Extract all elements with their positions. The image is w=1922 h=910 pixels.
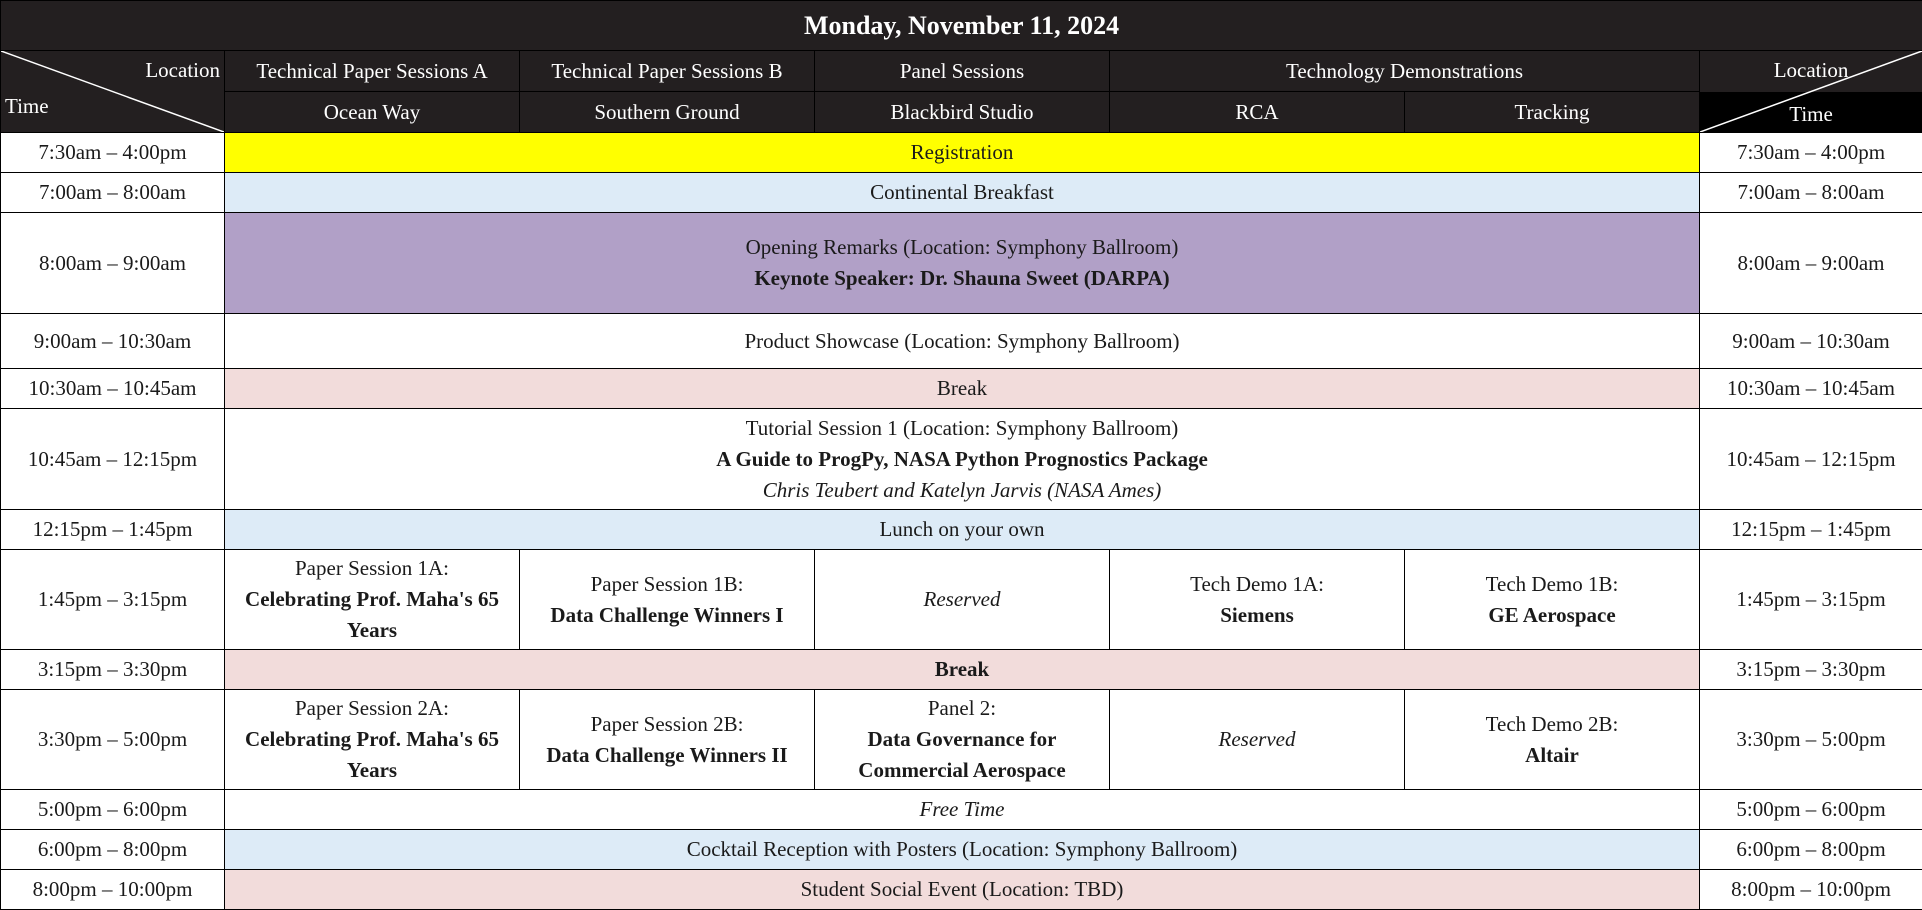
break-cell: Break [225,650,1700,690]
reserved-cell: Reserved [1110,690,1405,790]
track-header: Technical Paper Sessions B [520,51,815,92]
cocktail-reception-cell: Cocktail Reception with Posters (Location: Symphony Ballroom) [225,830,1700,870]
tutorial-title: Tutorial Session 1 (Location: Symphony Ballroom) [229,413,1695,444]
breakfast-cell: Continental Breakfast [225,173,1700,213]
time-cell: 1:45pm – 3:15pm [1,550,225,650]
session-title: Siemens [1114,600,1400,631]
time-cell: 6:00pm – 8:00pm [1700,830,1922,870]
corner-time-label: Time [1704,99,1918,130]
corner-time-label: Time [5,91,49,122]
corner-location-label: Location [145,55,220,86]
time-cell: 10:45am – 12:15pm [1,409,225,510]
session-title: Celebrating Prof. Maha's 65 Years [229,584,515,646]
time-cell: 1:45pm – 3:15pm [1700,550,1922,650]
session-label: Tech Demo 2B: [1409,709,1695,740]
session-title: Altair [1409,740,1695,771]
free-time-cell: Free Time [225,790,1700,830]
time-cell: 8:00pm – 10:00pm [1,870,225,910]
session-label: Tech Demo 1A: [1114,569,1400,600]
session-cell [225,550,520,650]
student-social-cell: Student Social Event (Location: TBD) [225,870,1700,910]
registration-cell: Registration [225,133,1700,173]
session-title: Data Governance for Commercial Aerospace [819,724,1105,786]
time-cell: 5:00pm – 6:00pm [1,790,225,830]
session-cell [225,690,520,790]
time-cell: 5:00pm – 6:00pm [1700,790,1922,830]
time-cell: 8:00pm – 10:00pm [1700,870,1922,910]
page-title: Monday, November 11, 2024 [1,1,1922,51]
session-label: Paper Session 1B: [524,569,810,600]
lunch-cell: Lunch on your own [225,510,1700,550]
session-cell [1110,550,1405,650]
time-cell: 7:30am – 4:00pm [1700,133,1922,173]
corner-header-left [1,51,225,133]
room-header: RCA [1110,92,1405,133]
session-label: Paper Session 2B: [524,709,810,740]
time-cell: 12:15pm – 1:45pm [1,510,225,550]
time-cell: 9:00am – 10:30am [1700,314,1922,369]
break-cell: Break [225,369,1700,409]
track-header: Technical Paper Sessions A [225,51,520,92]
time-cell: 3:15pm – 3:30pm [1700,650,1922,690]
session-cell [520,690,815,790]
room-header: Southern Ground [520,92,815,133]
room-header: Blackbird Studio [815,92,1110,133]
time-cell: 8:00am – 9:00am [1700,213,1922,314]
session-cell [1405,690,1700,790]
track-header: Panel Sessions [815,51,1110,92]
session-cell [815,690,1110,790]
track-header: Technology Demonstrations [1110,51,1700,92]
corner-header-right [1700,51,1922,133]
session-title: GE Aerospace [1409,600,1695,631]
time-cell: 7:00am – 8:00am [1,173,225,213]
time-cell: 3:30pm – 5:00pm [1,690,225,790]
time-cell: 7:00am – 8:00am [1700,173,1922,213]
reserved-cell: Reserved [815,550,1110,650]
session-cell [1405,550,1700,650]
room-header: Tracking [1405,92,1700,133]
session-label: Tech Demo 1B: [1409,569,1695,600]
time-cell: 12:15pm – 1:45pm [1700,510,1922,550]
session-cell [520,550,815,650]
product-showcase-cell: Product Showcase (Location: Symphony Ballroom) [225,314,1700,369]
tutorial-cell [225,409,1700,510]
session-label: Paper Session 1A: [229,553,515,584]
session-label: Panel 2: [819,693,1105,724]
tutorial-topic: A Guide to ProgPy, NASA Python Prognostics Package [229,444,1695,475]
session-title: Data Challenge Winners II [524,740,810,771]
tutorial-presenters: Chris Teubert and Katelyn Jarvis (NASA Ames) [229,475,1695,506]
keynote-cell [225,213,1700,314]
session-title: Data Challenge Winners I [524,600,810,631]
time-cell: 8:00am – 9:00am [1,213,225,314]
time-cell: 6:00pm – 8:00pm [1,830,225,870]
corner-location-label: Location [1704,55,1918,86]
keynote-speaker: : Dr. Shauna Sweet (DARPA) [908,266,1170,290]
session-label: Paper Session 2A: [229,693,515,724]
session-title: Celebrating Prof. Maha's 65 Years [229,724,515,786]
time-cell: 10:30am – 10:45am [1700,369,1922,409]
keynote-speaker-text [229,263,1695,294]
time-cell: 3:15pm – 3:30pm [1,650,225,690]
opening-remarks-text: Opening Remarks (Location: Symphony Ballroom) [229,232,1695,263]
time-cell: 9:00am – 10:30am [1,314,225,369]
time-cell: 10:30am – 10:45am [1,369,225,409]
keynote-label: Keynote Speaker [754,266,907,290]
time-cell: 7:30am – 4:00pm [1,133,225,173]
time-cell: 10:45am – 12:15pm [1700,409,1922,510]
room-header: Ocean Way [225,92,520,133]
time-cell: 3:30pm – 5:00pm [1700,690,1922,790]
